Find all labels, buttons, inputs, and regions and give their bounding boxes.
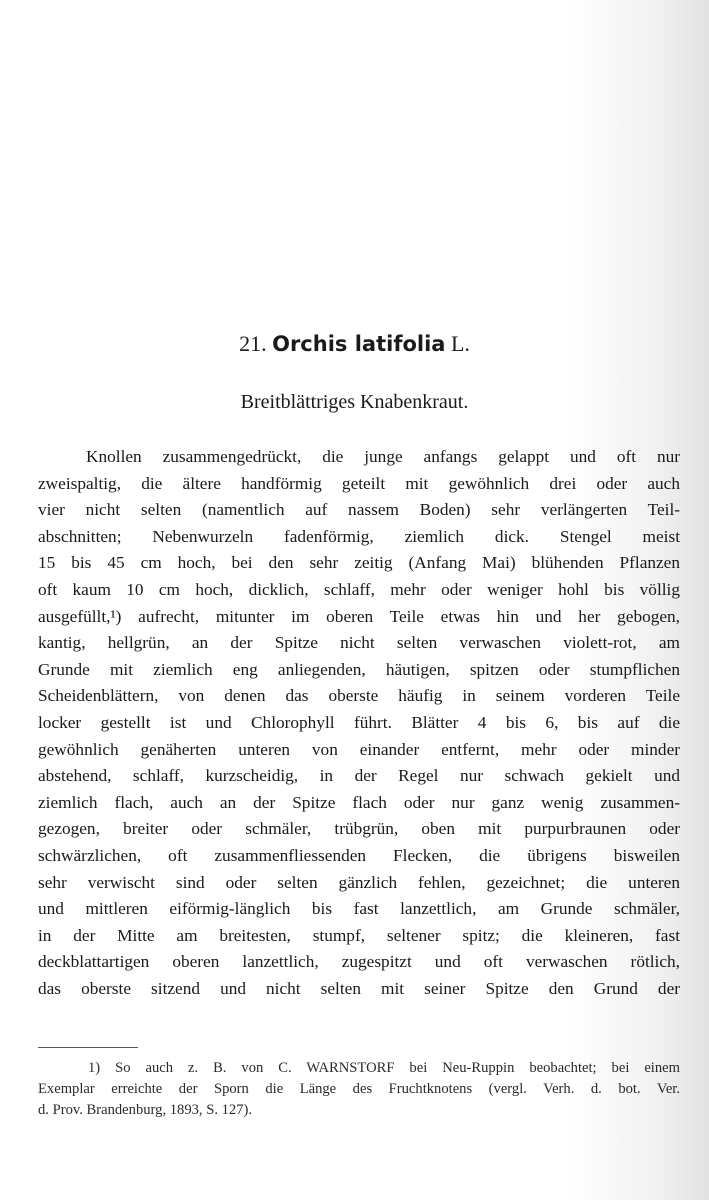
text-line: oft kaum 10 cm hoch, dicklich, schlaff, mehr oder weniger hohl bis völlig [38, 579, 680, 599]
text-line: Knollen zusammengedrückt, die junge anfangs gelappt und oft nur [86, 447, 680, 466]
text-line: kantig, hellgrün, an der Spitze nicht selten verwaschen violett-rot, am [38, 633, 680, 653]
species-author: L. [450, 331, 470, 356]
text-line: und mittleren eiförmig-länglich bis fast lanzettlich, am Grunde schmäler, [38, 899, 680, 919]
footnote-line: 1) So auch z. B. von C. WARNSTORF bei Neu-Ruppin beobachtet; bei einem [88, 1060, 680, 1076]
text-line: zweispaltig, die ältere handförmig geteilt mit gewöhnlich drei oder auch [38, 473, 680, 493]
footnote-line: d. Prov. Brandenburg, 1893, S. 127). [38, 1102, 253, 1118]
text-line: vier nicht selten (namentlich auf nassem Boden) sehr verlängerten Teil- [38, 500, 680, 520]
text-line: gezogen, breiter oder schmäler, trübgrün, oben mit purpurbraunen oder [38, 819, 680, 839]
text-line: gewöhnlich genäherten unteren von einander entfernt, mehr oder minder [38, 739, 680, 759]
text-line: abschnitten; Nebenwurzeln fadenförmig, ziemlich dick. Stengel meist [38, 526, 680, 546]
text-line: in der Mitte am breitesten, stumpf, seltener spitz; die kleineren, fast [38, 925, 680, 945]
text-line: 15 bis 45 cm hoch, bei den sehr zeitig (Anfang Mai) blühenden Pflanzen [38, 553, 680, 573]
text-line: deckblattartigen oberen lanzettlich, zugespitzt und oft verwaschen rötlich, [38, 952, 680, 972]
text-line: locker gestellt ist und Chlorophyll führt. Blätter 4 bis 6, bis auf die [38, 712, 680, 732]
common-name: Breitblättriges Knabenkraut. [240, 391, 469, 413]
footnote-line: Exemplar erreichte der Sporn die Länge des Fruchtknotens (vergl. Verh. d. bot. Ver. [38, 1081, 680, 1097]
text-line: ausgefüllt,¹) aufrecht, mitunter im oberen Teile etwas hin und her gebogen, [38, 606, 680, 626]
text-line: sehr verwischt sind oder selten gänzlich fehlen, gezeichnet; die unteren [38, 872, 680, 892]
text-line: abstehend, schlaff, kurzscheidig, in der Regel nur schwach gekielt und [38, 766, 680, 786]
text-line: Grunde mit ziemlich eng anliegenden, häutigen, spitzen oder stumpflichen [38, 659, 680, 679]
species-heading [0, 330, 709, 358]
text-line: das oberste sitzend und nicht selten mit seiner Spitze den Grund der [38, 978, 680, 998]
description-paragraph [38, 444, 680, 1002]
text-line: Scheidenblättern, von denen das oberste häufig in seinem vorderen Teile [38, 686, 680, 706]
footnote [38, 1058, 680, 1121]
species-number: 21. [239, 331, 267, 356]
text-line: ziemlich flach, auch an der Spitze flach oder nur ganz wenig zusammen- [38, 792, 680, 812]
text-line: schwärzlichen, oft zusammenfliessenden Flecken, die übrigens bisweilen [38, 845, 680, 865]
footnote-separator [38, 1047, 138, 1048]
species-name: Orchis latifolia [272, 332, 446, 356]
